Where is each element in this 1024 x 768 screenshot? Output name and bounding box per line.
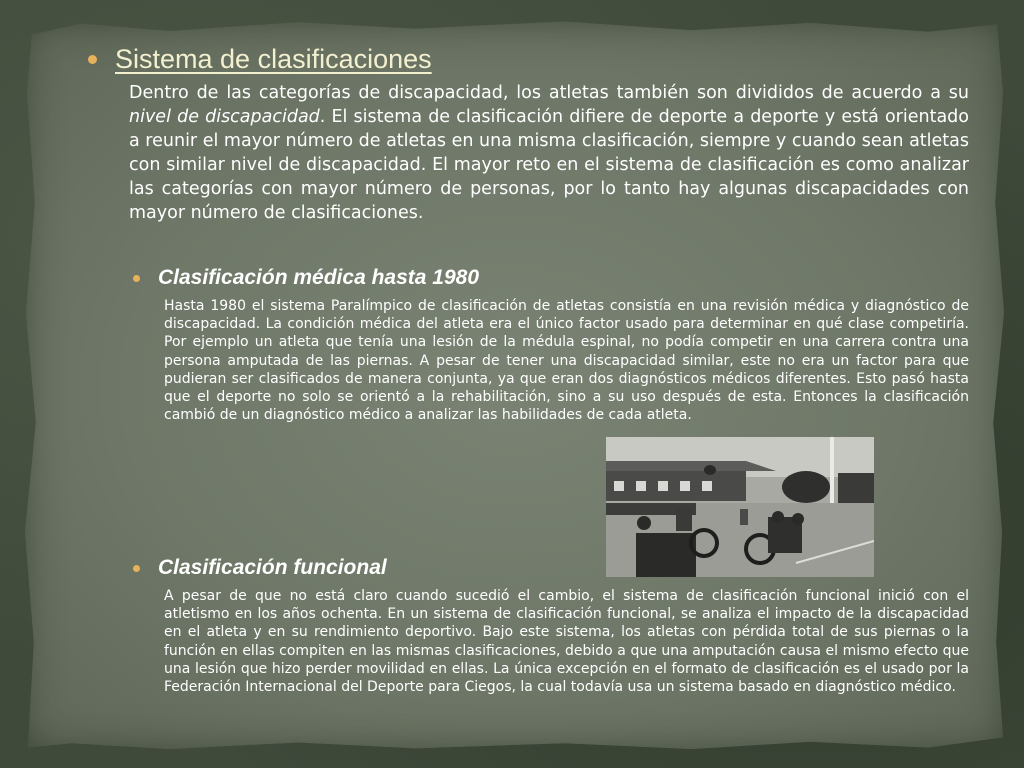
intro-text-start: Dentro de las categorías de discapacidad, los atletas también son divididos de acuerdo a su xyxy=(129,83,969,103)
section-paragraph-functional: A pesar de que no está claro cuando sucedió el cambio, el sistema de clasificación funcional inició con el atletismo en los años ochenta. En un sistema de clasificación funcional, se analiza el impacto de la discapacidad en el atleta y en su rendimiento deportivo. Bajo este sistema, los atletas con pérdida total de sus piernas o la función en ellas compiten en las mismas clasificaciones, debido a que una amputación causa el mismo efecto que una lesión que hizo perder movilidad en ellas. La única excepción en el formato de clasificación es el usado por la Federación Internacional del Deporte para Ciegos, la cual todavía usa un sistema basado en diagnóstico médico. xyxy=(164,588,969,696)
historical-photo xyxy=(606,437,874,577)
section-title: Clasificación médica hasta 1980 xyxy=(158,266,479,289)
wheelchair-sport-photo xyxy=(606,437,874,577)
section-title: Clasificación funcional xyxy=(158,556,387,579)
section-heading-functional xyxy=(133,556,387,580)
section-paragraph-medical: Hasta 1980 el sistema Paralímpico de clasificación de atletas consistía en una revisión médica y diagnóstico de discapacidad. La condición médica del atleta era el único factor usado para determinar en qué clase competiría. Por ejemplo un atleta que tenía una lesión de la médula espinal, no podía competir en una carrera contra una persona amputada de las piernas. A pesar de tener una discapacidad similar, este no era un factor para que pudieran ser clasificados de manera conjunta, ya que eran dos diagnósticos médicos diferentes. Esto pasó hasta que el deporte no solo se orientó a la rehabilitación, sino a su uso después de esta. Entonces la clasificación cambió de un diagnóstico médico a analizar las habilidades de cada atleta. xyxy=(164,298,969,424)
slide-title: Sistema de clasificaciones xyxy=(115,44,432,74)
intro-text-end: . El sistema de clasificación difiere de deporte a deporte y está orientado a reunir el mayor número de atletas en una misma clasificación, siempre y cuando sean atletas con similar nivel de discapacidad. El mayor reto en el sistema de clasificación es como analizar las categorías con mayor número de personas, por lo tanto hay algunas discapacidades con mayor número de clasificaciones. xyxy=(129,107,969,223)
bullet-dot-icon xyxy=(133,565,140,572)
section-heading-medical xyxy=(133,266,479,290)
bullet-dot-icon xyxy=(88,55,97,64)
intro-paragraph xyxy=(129,81,969,225)
title-row xyxy=(88,44,432,75)
intro-emphasis: nivel de discapacidad xyxy=(129,107,320,127)
bullet-dot-icon xyxy=(133,275,140,282)
